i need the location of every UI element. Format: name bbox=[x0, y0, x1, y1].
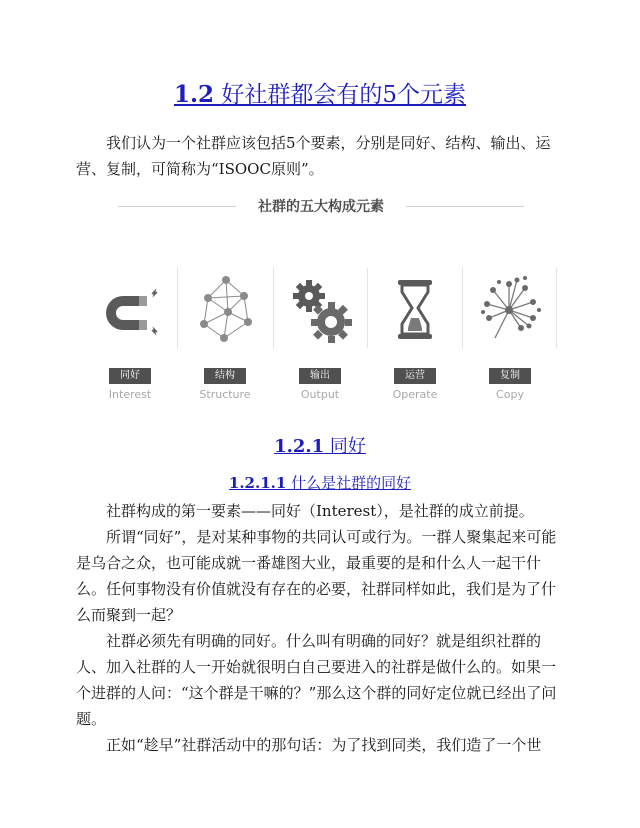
element-label-en: Structure bbox=[199, 388, 251, 401]
heading-text: 好社群都会有的5个元素 bbox=[221, 82, 466, 108]
five-elements-figure bbox=[83, 266, 557, 416]
element-label-cn: 复制 bbox=[489, 368, 531, 384]
element-label-cn: 运营 bbox=[394, 368, 436, 384]
body-paragraph: 正如“趁早”社群活动中的那句话：为了找到同类，我们造了一个世 bbox=[106, 736, 542, 754]
element-output bbox=[273, 266, 367, 406]
heading-text: 什么是社群的同好 bbox=[291, 474, 412, 492]
element-label-en: Operate bbox=[392, 388, 438, 401]
dandelion-icon bbox=[463, 266, 557, 354]
figure-title: 社群的五大构成元素 bbox=[258, 199, 384, 215]
element-label-cn: 同好 bbox=[109, 368, 151, 384]
element-label-cn: 输出 bbox=[299, 368, 341, 384]
heading-number: 1.2.1 bbox=[274, 436, 325, 457]
section-heading-1-2[interactable] bbox=[0, 76, 640, 109]
body-paragraph: 社群必须先有明确的同好。什么叫有明确的同好？就是组织社群的人、加入社群的人一开始就很明白自己要进入的社群是做什么的。如果一个进群的人问：“这个群是干嘛的？”那么这个群的同好定位就已经出了问题。 bbox=[76, 632, 557, 728]
element-label-en: Copy bbox=[496, 388, 524, 401]
heading-number: 1.2.1.1 bbox=[228, 474, 287, 492]
intro-paragraph bbox=[76, 130, 560, 182]
element-copy bbox=[463, 266, 557, 406]
gears-icon bbox=[273, 266, 367, 354]
network-icon bbox=[178, 266, 272, 354]
heading-text: 同好 bbox=[329, 436, 366, 457]
body-paragraph: 所谓“同好”，是对某种事物的共同认可或行为。一群人聚集起来可能是乌合之众，也可能成就一番雄图大业，最重要的是和什么人一起干什么。任何事物没有价值就没有存在的必要，社群同样如此，我们是为了什么而聚到一起？ bbox=[76, 528, 557, 624]
heading-number: 1.2 bbox=[174, 81, 215, 108]
magnet-icon bbox=[83, 266, 177, 354]
intro-text: 我们认为一个社群应该包括5个要素，分别是同好、结构、输出、运营、复制，可简称为“ISOOC原则”。 bbox=[76, 134, 551, 178]
element-label-en: Output bbox=[300, 388, 340, 401]
element-structure bbox=[178, 266, 272, 406]
body-paragraph: 社群构成的第一要素——同好（Interest），是社群的成立前提。 bbox=[106, 502, 534, 520]
hourglass-icon bbox=[368, 266, 462, 354]
figure-title-bar bbox=[118, 196, 524, 216]
element-label-en: Interest bbox=[108, 388, 152, 401]
element-operate bbox=[368, 266, 462, 406]
section-heading-1-2-1-1[interactable] bbox=[0, 472, 640, 493]
body-text bbox=[76, 498, 560, 758]
element-label-cn: 结构 bbox=[204, 368, 246, 384]
element-interest bbox=[83, 266, 177, 406]
divider-right bbox=[406, 206, 524, 207]
section-heading-1-2-1[interactable] bbox=[0, 432, 640, 458]
